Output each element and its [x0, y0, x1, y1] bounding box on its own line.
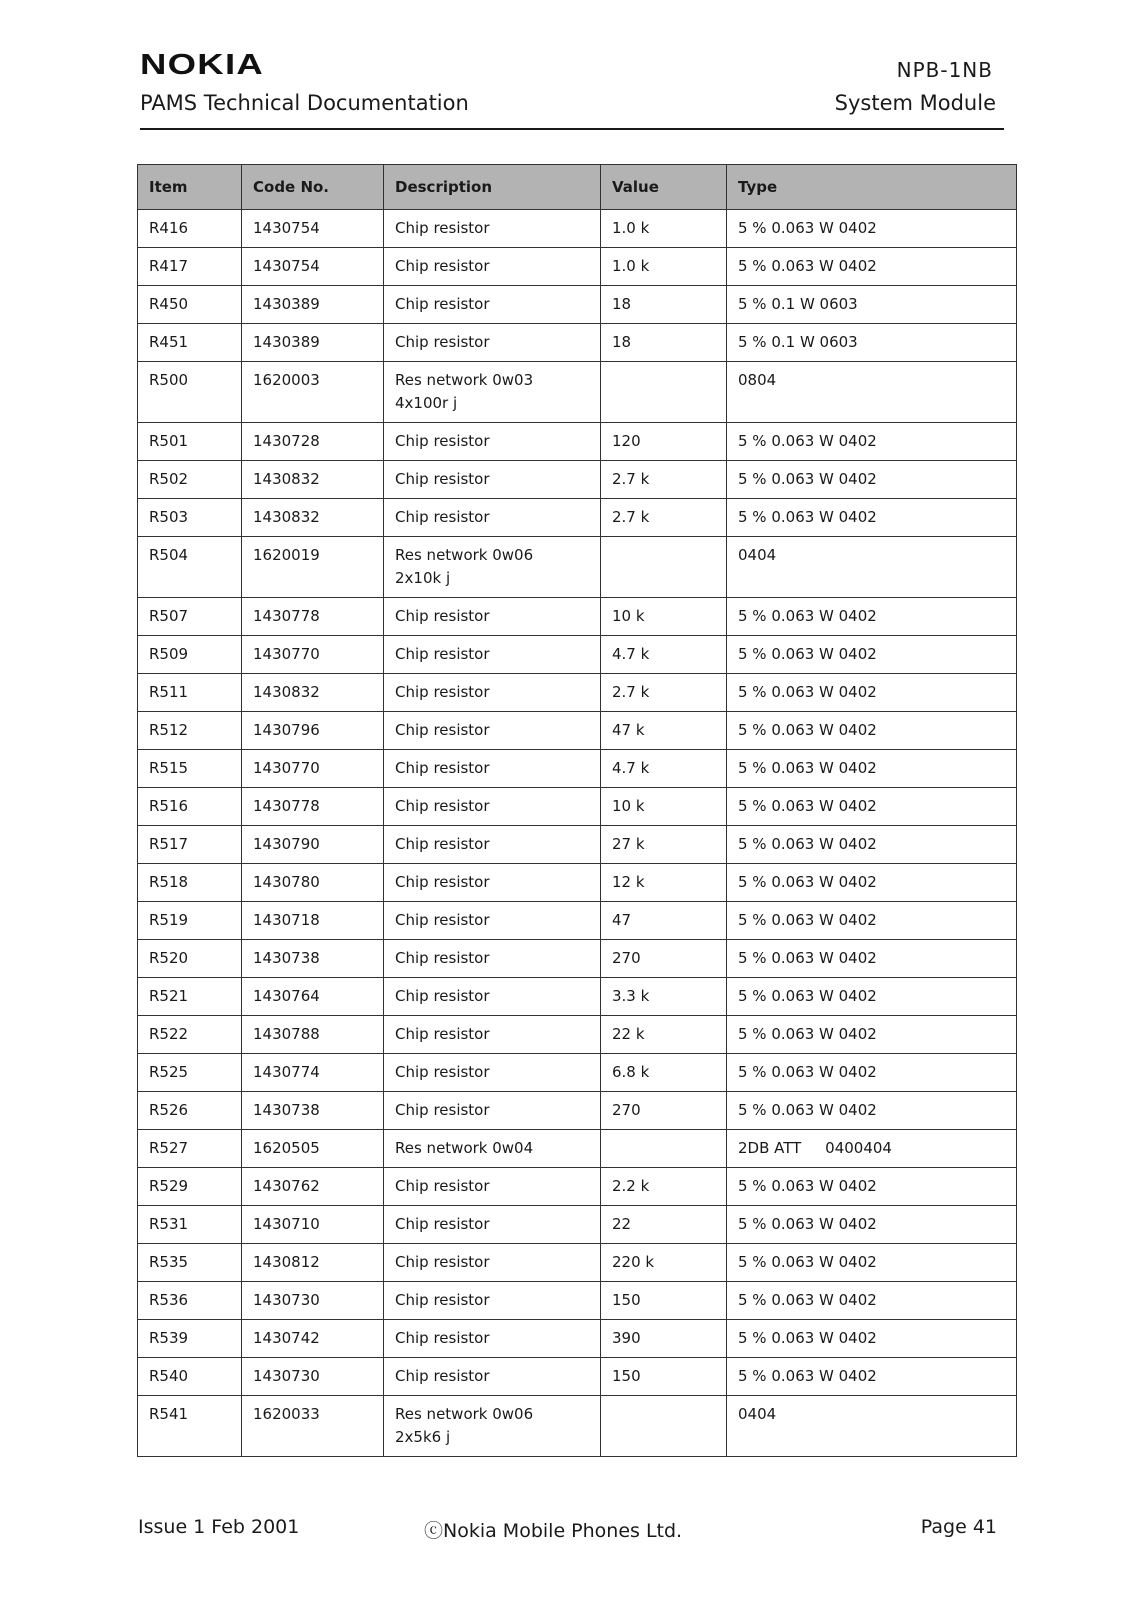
cell-type: 0404 — [727, 1396, 1017, 1457]
cell-item: R501 — [138, 423, 242, 461]
cell-value: 220 k — [601, 1244, 727, 1282]
cell-type: 5 % 0.063 W 0402 — [727, 1244, 1017, 1282]
cell-item: R516 — [138, 788, 242, 826]
cell-code: 1430738 — [242, 940, 384, 978]
table-row — [138, 324, 1017, 362]
cell-item: R511 — [138, 674, 242, 712]
cell-item: R539 — [138, 1320, 242, 1358]
description-line: Chip resistor — [395, 721, 490, 739]
cell-value: 150 — [601, 1282, 727, 1320]
cell-item: R502 — [138, 461, 242, 499]
cell-value: 18 — [601, 324, 727, 362]
table-row — [138, 1320, 1017, 1358]
table-row — [138, 750, 1017, 788]
table-row — [138, 1130, 1017, 1168]
cell-code: 1430764 — [242, 978, 384, 1016]
cell-description — [384, 978, 601, 1016]
table-row — [138, 826, 1017, 864]
cell-value — [601, 537, 727, 598]
description-line: Chip resistor — [395, 295, 490, 313]
column-header-item: Item — [138, 165, 242, 210]
cell-description — [384, 674, 601, 712]
cell-value: 150 — [601, 1358, 727, 1396]
cell-code: 1430754 — [242, 248, 384, 286]
cell-value: 120 — [601, 423, 727, 461]
cell-item: R507 — [138, 598, 242, 636]
cell-value: 47 k — [601, 712, 727, 750]
cell-type: 5 % 0.063 W 0402 — [727, 1054, 1017, 1092]
table-row — [138, 499, 1017, 537]
description-line: Chip resistor — [395, 911, 490, 929]
cell-description — [384, 537, 601, 598]
cell-value: 2.7 k — [601, 674, 727, 712]
cell-description — [384, 1054, 601, 1092]
document-title: PAMS Technical Documentation — [140, 91, 469, 115]
table-row — [138, 537, 1017, 598]
cell-value: 270 — [601, 940, 727, 978]
description-line: Chip resistor — [395, 1367, 490, 1385]
cell-description — [384, 940, 601, 978]
description-line: 2x10k j — [395, 569, 451, 587]
description-line: 4x100r j — [395, 394, 458, 412]
cell-item: R521 — [138, 978, 242, 1016]
cell-description — [384, 1320, 601, 1358]
column-header-type: Type — [727, 165, 1017, 210]
cell-code: 1430730 — [242, 1358, 384, 1396]
cell-value: 10 k — [601, 598, 727, 636]
cell-value — [601, 1130, 727, 1168]
cell-code: 1620003 — [242, 362, 384, 423]
cell-value — [601, 1396, 727, 1457]
cell-description — [384, 1244, 601, 1282]
column-header-value: Value — [601, 165, 727, 210]
cell-description — [384, 1016, 601, 1054]
cell-item: R512 — [138, 712, 242, 750]
table-row — [138, 864, 1017, 902]
cell-value: 2.7 k — [601, 499, 727, 537]
cell-description — [384, 788, 601, 826]
table-row — [138, 902, 1017, 940]
cell-item: R527 — [138, 1130, 242, 1168]
footer-issue: Issue 1 Feb 2001 — [138, 1516, 300, 1538]
description-line: Chip resistor — [395, 470, 490, 488]
cell-value: 3.3 k — [601, 978, 727, 1016]
cell-type: 5 % 0.063 W 0402 — [727, 940, 1017, 978]
cell-description — [384, 461, 601, 499]
description-line: Chip resistor — [395, 257, 490, 275]
description-line: Chip resistor — [395, 1063, 490, 1081]
cell-code: 1430718 — [242, 902, 384, 940]
cell-item: R522 — [138, 1016, 242, 1054]
cell-value: 2.2 k — [601, 1168, 727, 1206]
table-row — [138, 1206, 1017, 1244]
cell-description — [384, 248, 601, 286]
description-line: Res network 0w04 — [395, 1139, 534, 1157]
cell-code: 1430778 — [242, 788, 384, 826]
table-row — [138, 1092, 1017, 1130]
description-line: Chip resistor — [395, 1177, 490, 1195]
cell-type: 5 % 0.063 W 0402 — [727, 788, 1017, 826]
table-row — [138, 248, 1017, 286]
cell-code: 1430710 — [242, 1206, 384, 1244]
cell-code: 1430742 — [242, 1320, 384, 1358]
cell-description — [384, 210, 601, 248]
cell-code: 1430389 — [242, 286, 384, 324]
cell-code: 1430788 — [242, 1016, 384, 1054]
cell-type: 5 % 0.063 W 0402 — [727, 902, 1017, 940]
cell-type: 5 % 0.063 W 0402 — [727, 978, 1017, 1016]
cell-code: 1620019 — [242, 537, 384, 598]
description-line: Chip resistor — [395, 1329, 490, 1347]
table-row — [138, 423, 1017, 461]
description-line: Chip resistor — [395, 645, 490, 663]
cell-description — [384, 1282, 601, 1320]
cell-value: 18 — [601, 286, 727, 324]
table-row — [138, 1168, 1017, 1206]
column-header-code: Code No. — [242, 165, 384, 210]
description-line: Chip resistor — [395, 683, 490, 701]
footer-page-number: Page 41 — [920, 1516, 997, 1538]
cell-code: 1430754 — [242, 210, 384, 248]
cell-type: 5 % 0.063 W 0402 — [727, 636, 1017, 674]
cell-type: 5 % 0.063 W 0402 — [727, 499, 1017, 537]
table-row — [138, 1358, 1017, 1396]
cell-value: 390 — [601, 1320, 727, 1358]
cell-code: 1430728 — [242, 423, 384, 461]
cell-code: 1430796 — [242, 712, 384, 750]
cell-type: 5 % 0.063 W 0402 — [727, 1016, 1017, 1054]
cell-description — [384, 1358, 601, 1396]
cell-code: 1430738 — [242, 1092, 384, 1130]
cell-item: R540 — [138, 1358, 242, 1396]
cell-description — [384, 1396, 601, 1457]
description-line: Chip resistor — [395, 1253, 490, 1271]
footer-copyright: ⓒNokia Mobile Phones Ltd. — [424, 1520, 683, 1542]
cell-item: R525 — [138, 1054, 242, 1092]
cell-value: 1.0 k — [601, 210, 727, 248]
description-line: Chip resistor — [395, 1025, 490, 1043]
cell-type: 0804 — [727, 362, 1017, 423]
cell-item: R518 — [138, 864, 242, 902]
cell-code: 1430832 — [242, 461, 384, 499]
document-section: System Module — [834, 91, 996, 115]
cell-type: 5 % 0.063 W 0402 — [727, 1358, 1017, 1396]
cell-type: 5 % 0.063 W 0402 — [727, 1320, 1017, 1358]
description-line: Chip resistor — [395, 759, 490, 777]
cell-code: 1430832 — [242, 674, 384, 712]
description-line: Chip resistor — [395, 432, 490, 450]
cell-code: 1430770 — [242, 636, 384, 674]
cell-item: R531 — [138, 1206, 242, 1244]
cell-description — [384, 750, 601, 788]
cell-type: 5 % 0.063 W 0402 — [727, 461, 1017, 499]
cell-type: 2DB ATT 0400404 — [727, 1130, 1017, 1168]
description-line: Chip resistor — [395, 835, 490, 853]
cell-value: 2.7 k — [601, 461, 727, 499]
table-row — [138, 362, 1017, 423]
cell-description — [384, 864, 601, 902]
cell-description — [384, 286, 601, 324]
cell-item: R519 — [138, 902, 242, 940]
description-line: Chip resistor — [395, 607, 490, 625]
cell-description — [384, 1130, 601, 1168]
cell-value: 270 — [601, 1092, 727, 1130]
cell-type: 5 % 0.063 W 0402 — [727, 423, 1017, 461]
table-row — [138, 978, 1017, 1016]
nokia-logo — [140, 50, 265, 78]
table-row — [138, 1396, 1017, 1457]
cell-value: 6.8 k — [601, 1054, 727, 1092]
description-line: 2x5k6 j — [395, 1428, 451, 1446]
cell-item: R450 — [138, 286, 242, 324]
cell-value: 1.0 k — [601, 248, 727, 286]
cell-code: 1430812 — [242, 1244, 384, 1282]
cell-description — [384, 362, 601, 423]
cell-item: R536 — [138, 1282, 242, 1320]
cell-type: 5 % 0.063 W 0402 — [727, 674, 1017, 712]
cell-type: 5 % 0.063 W 0402 — [727, 1168, 1017, 1206]
cell-description — [384, 598, 601, 636]
cell-item: R529 — [138, 1168, 242, 1206]
cell-item: R515 — [138, 750, 242, 788]
table-row — [138, 598, 1017, 636]
parts-table-body — [138, 210, 1017, 1457]
column-header-description: Description — [384, 165, 601, 210]
cell-value: 12 k — [601, 864, 727, 902]
cell-description — [384, 712, 601, 750]
cell-value: 27 k — [601, 826, 727, 864]
cell-code: 1430790 — [242, 826, 384, 864]
cell-value: 10 k — [601, 788, 727, 826]
cell-code: 1430770 — [242, 750, 384, 788]
description-line: Chip resistor — [395, 333, 490, 351]
cell-description — [384, 324, 601, 362]
cell-code: 1430780 — [242, 864, 384, 902]
cell-item: R509 — [138, 636, 242, 674]
cell-type: 0404 — [727, 537, 1017, 598]
description-line: Chip resistor — [395, 873, 490, 891]
cell-type: 5 % 0.063 W 0402 — [727, 598, 1017, 636]
description-line: Chip resistor — [395, 1291, 490, 1309]
cell-code: 1430389 — [242, 324, 384, 362]
table-row — [138, 940, 1017, 978]
cell-code: 1430762 — [242, 1168, 384, 1206]
cell-item: R503 — [138, 499, 242, 537]
cell-type: 5 % 0.1 W 0603 — [727, 324, 1017, 362]
cell-item: R517 — [138, 826, 242, 864]
cell-code: 1620033 — [242, 1396, 384, 1457]
cell-item: R504 — [138, 537, 242, 598]
cell-type: 5 % 0.063 W 0402 — [727, 750, 1017, 788]
cell-description — [384, 423, 601, 461]
cell-description — [384, 636, 601, 674]
cell-type: 5 % 0.063 W 0402 — [727, 826, 1017, 864]
description-line: Chip resistor — [395, 797, 490, 815]
cell-code: 1430778 — [242, 598, 384, 636]
description-line: Res network 0w03 — [395, 371, 534, 389]
description-line: Chip resistor — [395, 1101, 490, 1119]
cell-value: 4.7 k — [601, 636, 727, 674]
cell-type: 5 % 0.063 W 0402 — [727, 248, 1017, 286]
cell-type: 5 % 0.1 W 0603 — [727, 286, 1017, 324]
cell-item: R520 — [138, 940, 242, 978]
cell-type: 5 % 0.063 W 0402 — [727, 210, 1017, 248]
table-row — [138, 712, 1017, 750]
cell-description — [384, 499, 601, 537]
cell-value: 22 k — [601, 1016, 727, 1054]
table-row — [138, 461, 1017, 499]
cell-type: 5 % 0.063 W 0402 — [727, 1282, 1017, 1320]
description-line: Chip resistor — [395, 987, 490, 1005]
table-row — [138, 1016, 1017, 1054]
cell-description — [384, 1206, 601, 1244]
description-line: Res network 0w06 — [395, 1405, 534, 1423]
description-line: Chip resistor — [395, 508, 490, 526]
description-line: Chip resistor — [395, 949, 490, 967]
document-code: NPB-1NB — [896, 58, 993, 82]
cell-item: R500 — [138, 362, 242, 423]
table-row — [138, 1282, 1017, 1320]
cell-value: 47 — [601, 902, 727, 940]
cell-value: 4.7 k — [601, 750, 727, 788]
cell-description — [384, 902, 601, 940]
table-row — [138, 788, 1017, 826]
parts-table — [137, 164, 1017, 1457]
table-row — [138, 636, 1017, 674]
cell-code: 1430774 — [242, 1054, 384, 1092]
cell-description — [384, 1168, 601, 1206]
table-row — [138, 1054, 1017, 1092]
cell-item: R535 — [138, 1244, 242, 1282]
cell-item: R417 — [138, 248, 242, 286]
cell-description — [384, 1092, 601, 1130]
header-rule — [140, 128, 1004, 130]
cell-item: R541 — [138, 1396, 242, 1457]
cell-description — [384, 826, 601, 864]
description-line: Chip resistor — [395, 1215, 490, 1233]
cell-item: R526 — [138, 1092, 242, 1130]
cell-item: R451 — [138, 324, 242, 362]
cell-code: 1430832 — [242, 499, 384, 537]
cell-value: 22 — [601, 1206, 727, 1244]
table-row — [138, 1244, 1017, 1282]
table-row — [138, 210, 1017, 248]
cell-item: R416 — [138, 210, 242, 248]
cell-type: 5 % 0.063 W 0402 — [727, 712, 1017, 750]
cell-type: 5 % 0.063 W 0402 — [727, 864, 1017, 902]
cell-code: 1430730 — [242, 1282, 384, 1320]
description-line: Res network 0w06 — [395, 546, 534, 564]
table-row — [138, 286, 1017, 324]
cell-value — [601, 362, 727, 423]
cell-code: 1620505 — [242, 1130, 384, 1168]
table-header-row — [138, 165, 1017, 210]
table-row — [138, 674, 1017, 712]
cell-type: 5 % 0.063 W 0402 — [727, 1206, 1017, 1244]
cell-type: 5 % 0.063 W 0402 — [727, 1092, 1017, 1130]
svg-text:NOKIA: NOKIA — [140, 50, 264, 78]
description-line: Chip resistor — [395, 219, 490, 237]
